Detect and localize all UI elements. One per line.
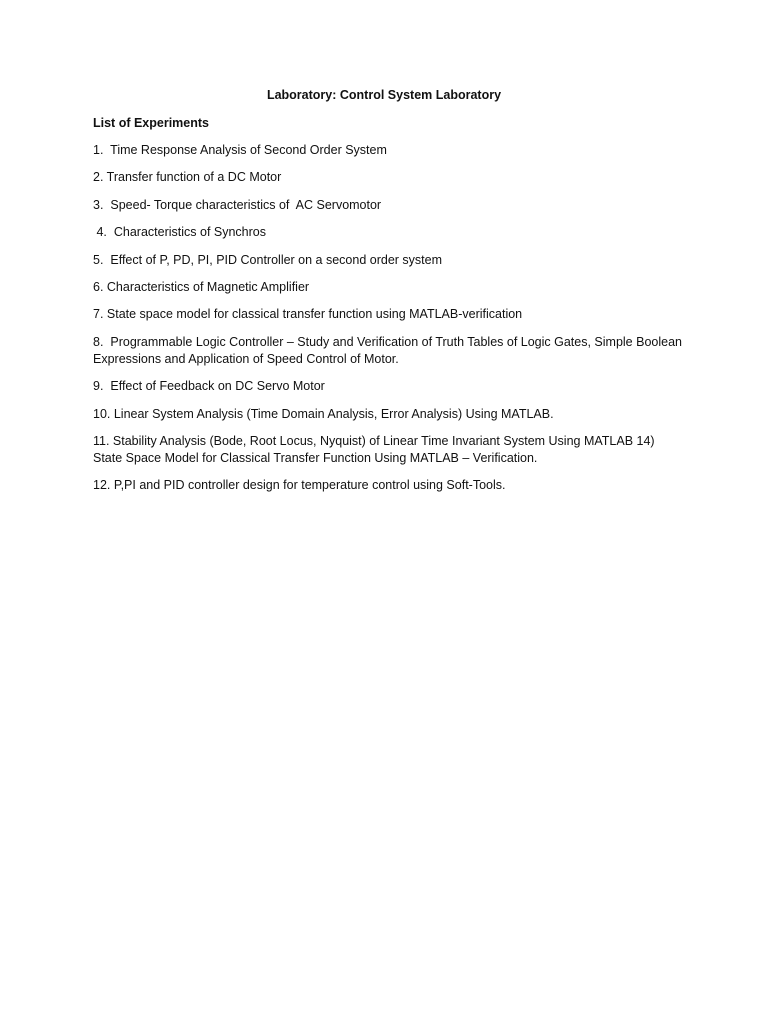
list-heading: List of Experiments bbox=[93, 116, 209, 130]
list-item: 4. Characteristics of Synchros bbox=[93, 225, 266, 240]
list-item: 9. Effect of Feedback on DC Servo Motor bbox=[93, 379, 325, 394]
experiment-list bbox=[93, 142, 686, 505]
list-item: 8. Programmable Logic Controller – Study and Verification of Truth Tables of Logic Gates, Simple Boolean Expressions and Application of Speed Control of Motor. bbox=[93, 334, 686, 366]
list-item: 2. Transfer function of a DC Motor bbox=[93, 170, 282, 185]
list-item: 10. Linear System Analysis (Time Domain Analysis, Error Analysis) Using MATLAB. bbox=[93, 406, 554, 421]
list-item: 11. Stability Analysis (Bode, Root Locus, Nyquist) of Linear Time Invariant System Using MATLAB 14) State Space Model for Classical Transfer Function Using MATLAB – Verification. bbox=[93, 433, 659, 465]
list-item: 12. P,PI and PID controller design for temperature control using Soft-Tools. bbox=[93, 478, 506, 493]
list-item: 7. State space model for classical transfer function using MATLAB-verification bbox=[93, 307, 523, 322]
page-title: Laboratory: Control System Laboratory bbox=[266, 88, 502, 102]
list-item: 1. Time Response Analysis of Second Order System bbox=[93, 143, 387, 157]
list-item: 3. Speed- Torque characteristics of AC Servomotor bbox=[93, 197, 382, 212]
list-item: 5. Effect of P, PD, PI, PID Controller on a second order system bbox=[93, 252, 443, 267]
list-item: 6. Characteristics of Magnetic Amplifier bbox=[93, 279, 310, 294]
